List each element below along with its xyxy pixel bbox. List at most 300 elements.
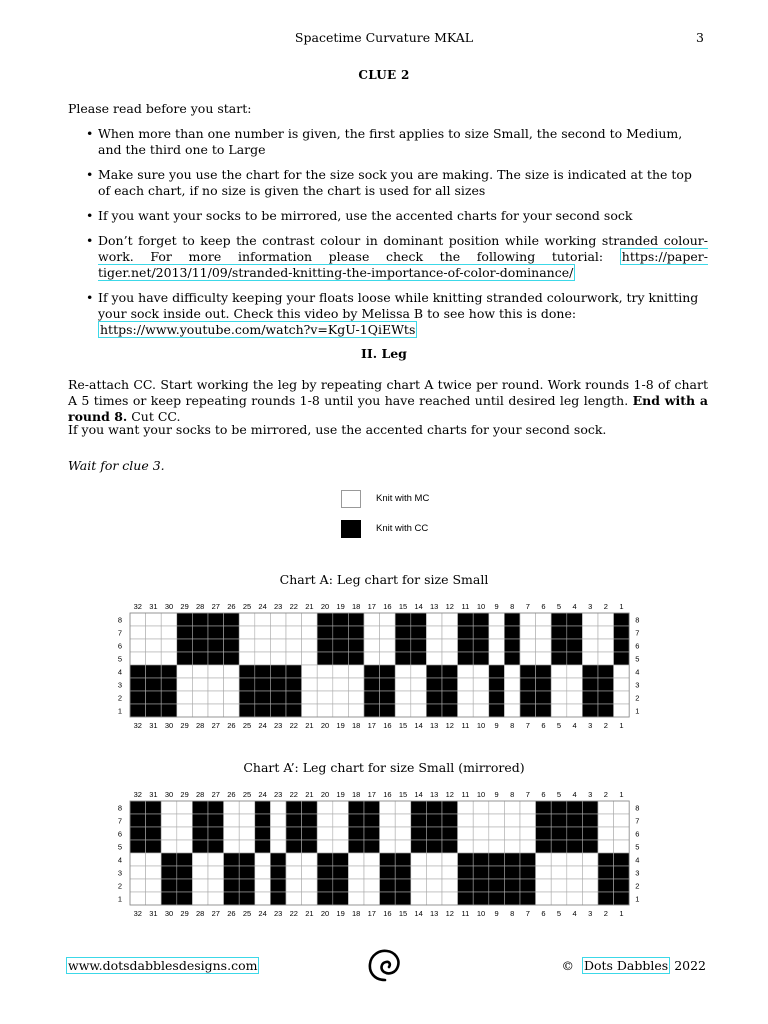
row-label: 8	[635, 615, 640, 625]
chart-cell	[208, 691, 224, 704]
chart-cell	[130, 665, 146, 678]
chart-cell	[177, 801, 193, 814]
chart-cell	[364, 652, 380, 665]
column-label: 9	[494, 602, 499, 611]
chart-cell	[286, 613, 302, 626]
chart-cell	[130, 853, 146, 866]
row-label: 7	[117, 816, 122, 826]
legend-swatch-mc	[341, 490, 361, 508]
column-label: 20	[320, 790, 330, 799]
chart-cell	[489, 892, 505, 905]
row-label: 3	[635, 680, 640, 690]
chart-cell	[504, 691, 520, 704]
chart-cell	[426, 613, 442, 626]
chart-cell	[302, 652, 318, 665]
bullet-text: If you have difficulty keeping your floats loose while knitting stranded colourwork, try knitting your sock inside out. Check this video by Melissa B to see how this is done:	[98, 290, 699, 321]
column-label: 9	[494, 721, 499, 730]
chart-cell	[192, 827, 208, 840]
chart-cell	[489, 626, 505, 639]
chart-cell	[426, 840, 442, 853]
chart-cell	[348, 652, 364, 665]
chart-cell	[520, 866, 536, 879]
chart-cell	[411, 678, 427, 691]
chart-cell	[567, 801, 583, 814]
chart-cell	[255, 866, 271, 879]
chart-cell	[582, 853, 598, 866]
chart-cell	[442, 801, 458, 814]
chart-cell	[130, 678, 146, 691]
chart-cell	[270, 840, 286, 853]
column-label: 3	[588, 790, 593, 799]
chart-cell	[598, 814, 614, 827]
chart-cell	[395, 639, 411, 652]
chart-cell	[489, 879, 505, 892]
chart-cell	[348, 691, 364, 704]
chart-cell	[473, 879, 489, 892]
chart-cell	[146, 626, 162, 639]
chart-cell	[317, 678, 333, 691]
chart-cell	[582, 613, 598, 626]
column-label: 16	[383, 602, 392, 611]
chart-cell	[192, 892, 208, 905]
chart-cell	[161, 866, 177, 879]
chart-cell	[177, 678, 193, 691]
chart-cell	[348, 853, 364, 866]
chart-cell	[614, 626, 630, 639]
chart-cell	[302, 840, 318, 853]
column-label: 17	[367, 721, 376, 730]
chart-cell	[411, 652, 427, 665]
chart-cell	[286, 840, 302, 853]
chart-cell	[130, 652, 146, 665]
chart-cell	[317, 652, 333, 665]
chart-cell	[348, 814, 364, 827]
chart-cell	[161, 691, 177, 704]
chart-cell	[458, 626, 474, 639]
column-label: 13	[430, 909, 439, 918]
chart-cell	[286, 691, 302, 704]
chart-cell	[348, 678, 364, 691]
website-link[interactable]: www.dotsdabblesdesigns.com	[68, 958, 258, 973]
chart-cell	[177, 814, 193, 827]
chart-cell	[192, 853, 208, 866]
column-label: 9	[494, 909, 499, 918]
chart-cell	[380, 704, 396, 717]
chart-cell	[442, 866, 458, 879]
chart-cell	[614, 639, 630, 652]
chart-cell	[489, 639, 505, 652]
chart-cell	[411, 866, 427, 879]
chart-cell	[364, 626, 380, 639]
running-header-title: Spacetime Curvature MKAL	[294, 30, 474, 45]
chart-cell	[598, 866, 614, 879]
page-number: 3	[696, 30, 704, 45]
chart-cell	[458, 814, 474, 827]
chart-cell	[177, 704, 193, 717]
chart-a-mirrored-grid	[110, 784, 660, 920]
chart-cell	[333, 814, 349, 827]
chart-cell	[286, 827, 302, 840]
chart-cell	[536, 704, 552, 717]
chart-cell	[489, 678, 505, 691]
chart-cell	[598, 613, 614, 626]
chart-cell	[146, 704, 162, 717]
chart-cell	[536, 840, 552, 853]
column-label: 2	[603, 790, 608, 799]
brand-link[interactable]: Dots Dabbles	[583, 958, 669, 973]
chart-cell	[130, 866, 146, 879]
column-label: 1	[619, 909, 624, 918]
chart-cell	[614, 853, 630, 866]
wait-note: Wait for clue 3.	[68, 458, 165, 473]
chart-cell	[395, 691, 411, 704]
row-label: 1	[117, 894, 122, 904]
chart-cell	[239, 652, 255, 665]
column-label: 30	[164, 790, 174, 799]
column-label: 13	[430, 790, 439, 799]
chart-cell	[239, 704, 255, 717]
chart-cell	[442, 678, 458, 691]
list-item	[68, 290, 708, 338]
chart-cell	[520, 639, 536, 652]
chart-cell	[224, 691, 240, 704]
chart-cell	[504, 866, 520, 879]
column-label: 6	[541, 602, 546, 611]
chart-cell	[551, 665, 567, 678]
chart-cell	[208, 853, 224, 866]
column-label: 31	[149, 909, 158, 918]
chart-cell	[567, 665, 583, 678]
legend-label-cc: Knit with CC	[376, 523, 429, 534]
chart-cell	[130, 827, 146, 840]
chart-cell	[458, 704, 474, 717]
leg-bold-text: End with a round 8.	[68, 393, 708, 424]
chart-cell	[489, 704, 505, 717]
column-label: 19	[336, 602, 345, 611]
chart-cell	[177, 691, 193, 704]
chart-cell	[567, 892, 583, 905]
chart-cell	[130, 691, 146, 704]
column-label: 11	[461, 602, 470, 611]
column-label: 18	[352, 721, 361, 730]
column-label: 22	[289, 721, 298, 730]
chart-cell	[161, 814, 177, 827]
column-label: 20	[320, 909, 330, 918]
chart-cell	[536, 814, 552, 827]
chart-cell	[177, 840, 193, 853]
chart-cell	[161, 626, 177, 639]
chart-cell	[317, 814, 333, 827]
chart-cell	[192, 691, 208, 704]
chart-cell	[255, 678, 271, 691]
chart-cell	[208, 840, 224, 853]
chart-cell	[177, 665, 193, 678]
row-label: 1	[635, 706, 640, 716]
chart-cell	[255, 665, 271, 678]
chart-cell	[614, 892, 630, 905]
chart-cell	[536, 866, 552, 879]
chart-cell	[582, 665, 598, 678]
chart-cell	[489, 691, 505, 704]
chart-cell	[364, 613, 380, 626]
chart-cell	[614, 866, 630, 879]
column-label: 25	[242, 721, 252, 730]
row-label: 8	[635, 803, 640, 813]
chart-cell	[130, 639, 146, 652]
column-label: 12	[445, 602, 454, 611]
column-label: 1	[619, 721, 624, 730]
chart-cell	[582, 892, 598, 905]
chart-cell	[286, 678, 302, 691]
list-item	[68, 126, 708, 158]
chart-cell	[239, 801, 255, 814]
chart-cell	[146, 892, 162, 905]
column-label: 6	[541, 790, 546, 799]
column-label: 27	[211, 909, 220, 918]
chart-cell	[536, 613, 552, 626]
chart-cell	[224, 626, 240, 639]
column-label: 29	[180, 721, 189, 730]
chart-cell	[161, 665, 177, 678]
chart-cell	[380, 866, 396, 879]
chart-cell	[582, 639, 598, 652]
chart-cell	[192, 626, 208, 639]
chart-cell	[364, 691, 380, 704]
chart-cell	[302, 853, 318, 866]
column-label: 15	[398, 602, 408, 611]
row-label: 2	[117, 881, 122, 891]
bullet-icon: •	[86, 290, 94, 305]
column-label: 16	[383, 790, 392, 799]
chart-cell	[208, 613, 224, 626]
column-label: 11	[461, 909, 470, 918]
chart-cell	[426, 892, 442, 905]
chart-cell	[348, 613, 364, 626]
chart-cell	[317, 892, 333, 905]
chart-cell	[504, 892, 520, 905]
chart-cell	[504, 879, 520, 892]
chart-cell	[146, 853, 162, 866]
column-label: 28	[196, 602, 205, 611]
chart-cell	[598, 879, 614, 892]
column-label: 21	[305, 790, 314, 799]
tutorial-link[interactable]: https://paper-tiger.net/2013/11/09/stranded-knitting-the-importance-of-color-dominance/	[98, 249, 708, 280]
row-label: 4	[635, 855, 640, 865]
chart-cell	[255, 691, 271, 704]
chart-cell	[614, 652, 630, 665]
chart-cell	[567, 866, 583, 879]
chart-cell	[473, 678, 489, 691]
column-label: 19	[336, 721, 345, 730]
chart-cell	[239, 879, 255, 892]
column-label: 20	[320, 721, 330, 730]
column-label: 17	[367, 790, 376, 799]
chart-cell	[208, 626, 224, 639]
chart-cell	[146, 866, 162, 879]
column-label: 1	[619, 602, 624, 611]
chart-cell	[395, 652, 411, 665]
column-label: 3	[588, 602, 593, 611]
row-label: 8	[117, 803, 122, 813]
row-label: 5	[635, 842, 640, 852]
column-label: 17	[367, 602, 376, 611]
column-label: 18	[352, 909, 361, 918]
chart-cell	[208, 866, 224, 879]
chart-title: Chart A: Leg chart for size Small	[279, 572, 489, 587]
column-label: 3	[588, 909, 593, 918]
column-label: 10	[476, 909, 486, 918]
chart-cell	[302, 626, 318, 639]
chart-cell	[442, 704, 458, 717]
chart-cell	[302, 678, 318, 691]
chart-cell	[426, 866, 442, 879]
chart-cell	[614, 840, 630, 853]
chart-cell	[582, 866, 598, 879]
row-label: 4	[117, 667, 122, 677]
column-label: 6	[541, 909, 546, 918]
chart-cell	[192, 840, 208, 853]
column-label: 9	[494, 790, 499, 799]
chart-cell	[224, 665, 240, 678]
column-label: 30	[164, 721, 174, 730]
footer-website	[66, 958, 259, 973]
chart-cell	[442, 879, 458, 892]
row-label: 4	[117, 855, 122, 865]
chart-cell	[582, 840, 598, 853]
leg-tail-text: Cut CC.	[131, 409, 181, 424]
chart-cell	[473, 626, 489, 639]
chart-cell	[161, 892, 177, 905]
chart-cell	[270, 691, 286, 704]
chart-cell	[380, 626, 396, 639]
chart-cell	[239, 691, 255, 704]
column-label: 17	[367, 909, 376, 918]
chart-cell	[567, 827, 583, 840]
chart-cell	[567, 853, 583, 866]
chart-cell	[473, 853, 489, 866]
chart-cell	[146, 879, 162, 892]
chart-cell	[333, 652, 349, 665]
chart-cell	[286, 665, 302, 678]
chart-cell	[364, 879, 380, 892]
row-label: 6	[117, 641, 122, 651]
chart-cell	[270, 652, 286, 665]
chart-cell	[270, 827, 286, 840]
chart-cell	[582, 801, 598, 814]
chart-cell	[348, 801, 364, 814]
chart-cell	[520, 827, 536, 840]
chart-cell	[239, 678, 255, 691]
column-label: 19	[336, 790, 345, 799]
chart-cell	[551, 866, 567, 879]
chart-cell	[302, 613, 318, 626]
chart-cell	[473, 613, 489, 626]
chart-cell	[567, 691, 583, 704]
column-label: 7	[525, 602, 530, 611]
chart-cell	[333, 678, 349, 691]
chart-cell	[442, 853, 458, 866]
chart-cell	[317, 613, 333, 626]
chart-cell	[614, 814, 630, 827]
chart-cell	[286, 879, 302, 892]
chart-cell	[395, 704, 411, 717]
column-label: 23	[274, 909, 283, 918]
chart-cell	[161, 827, 177, 840]
chart-cell	[473, 704, 489, 717]
chart-cell	[411, 626, 427, 639]
chart-cell	[348, 827, 364, 840]
chart-cell	[380, 892, 396, 905]
chart-cell	[473, 892, 489, 905]
column-label: 23	[274, 790, 283, 799]
chart-cell	[380, 652, 396, 665]
column-label: 18	[352, 602, 361, 611]
chart-cell	[551, 704, 567, 717]
chart-cell	[473, 814, 489, 827]
chart-cell	[130, 626, 146, 639]
chart-cell	[551, 814, 567, 827]
clue-title: CLUE 2	[358, 68, 410, 82]
chart-cell	[317, 691, 333, 704]
video-link[interactable]: https://www.youtube.com/watch?v=KgU-1QiEWts	[100, 322, 416, 337]
chart-cell	[286, 704, 302, 717]
chart-cell	[255, 652, 271, 665]
chart-cell	[411, 704, 427, 717]
chart-cell	[302, 691, 318, 704]
chart-cell	[489, 665, 505, 678]
chart-cell	[255, 879, 271, 892]
chart-cell	[473, 827, 489, 840]
chart-cell	[473, 639, 489, 652]
chart-cell	[302, 879, 318, 892]
chart-cell	[458, 639, 474, 652]
chart-title: Chart A’: Leg chart for size Small (mirrored)	[243, 760, 525, 775]
bullet-icon: •	[86, 126, 94, 141]
footer-copyright	[562, 958, 707, 973]
chart-cell	[426, 639, 442, 652]
chart-cell	[395, 626, 411, 639]
chart-cell	[286, 626, 302, 639]
chart-cell	[348, 879, 364, 892]
chart-cell	[177, 866, 193, 879]
chart-cell	[348, 840, 364, 853]
chart-cell	[395, 892, 411, 905]
chart-cell	[520, 626, 536, 639]
row-label: 6	[635, 829, 640, 839]
column-label: 30	[164, 909, 174, 918]
chart-cell	[598, 801, 614, 814]
chart-cell	[177, 626, 193, 639]
column-label: 29	[180, 790, 189, 799]
chart-cell	[333, 613, 349, 626]
column-label: 20	[320, 602, 330, 611]
column-label: 2	[603, 721, 608, 730]
list-item	[68, 208, 708, 224]
column-label: 13	[430, 602, 439, 611]
chart-cell	[536, 853, 552, 866]
chart-cell	[302, 639, 318, 652]
chart-cell	[333, 639, 349, 652]
chart-cell	[239, 827, 255, 840]
row-label: 7	[635, 628, 640, 638]
chart-cell	[442, 626, 458, 639]
column-label: 22	[289, 790, 298, 799]
column-label: 22	[289, 909, 298, 918]
chart-cell	[239, 840, 255, 853]
chart-cell	[411, 892, 427, 905]
column-label: 7	[525, 790, 530, 799]
chart-cell	[520, 853, 536, 866]
